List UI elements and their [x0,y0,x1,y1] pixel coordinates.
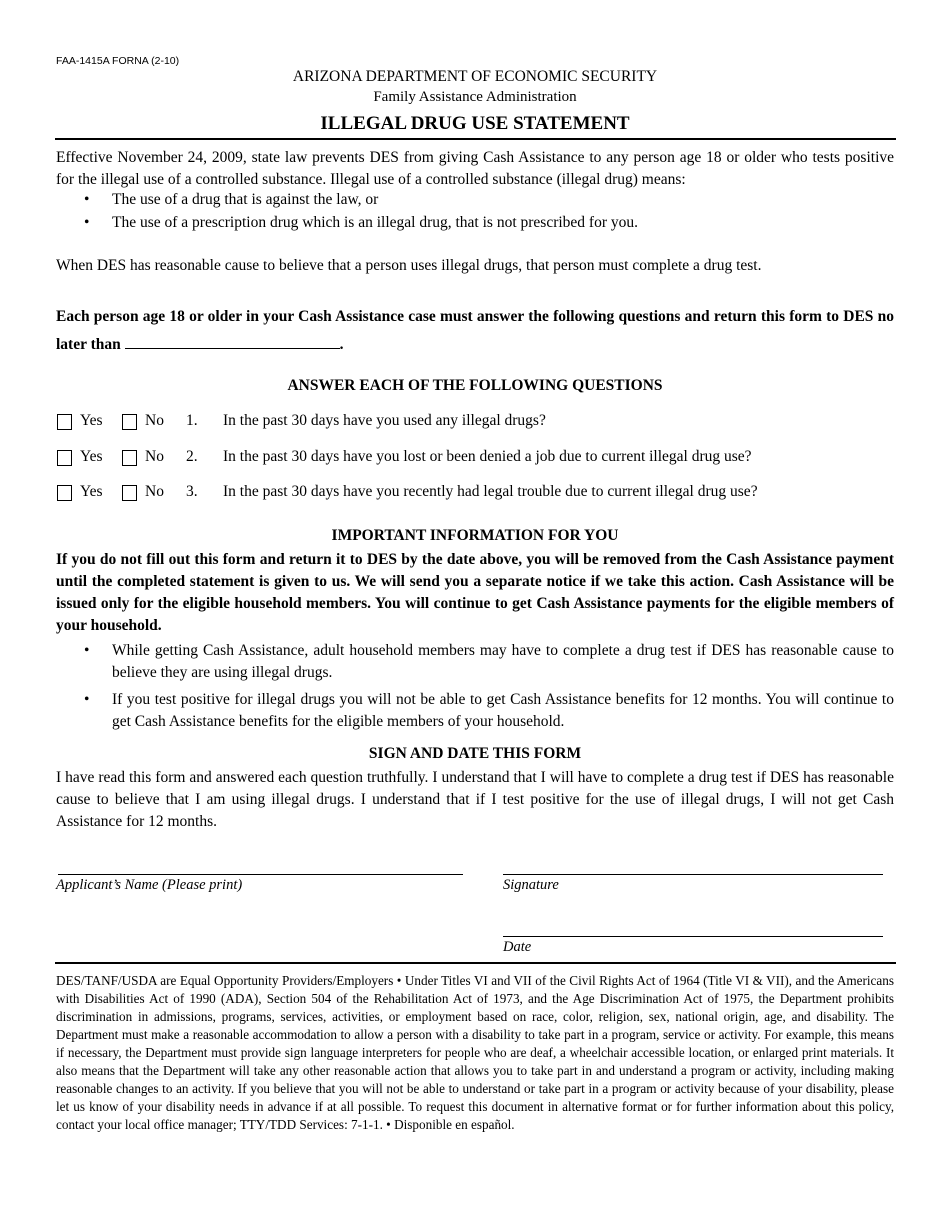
sign-paragraph: I have read this form and answered each question truthfully. I understand that I will have to complete a drug test if DES has reasonable cause to believe that I am using illegal drugs. I understand that if I test positive for the use of illegal drugs, I will not get Cash Assistance for 12 months. [56,769,894,830]
form-title: ILLEGAL DRUG USE STATEMENT [320,113,630,134]
date-label: Date [503,939,532,955]
agency-name: ARIZONA DEPARTMENT OF ECONOMIC SECURITY [292,68,658,85]
signature-label: Signature [503,877,559,893]
deadline-date-field[interactable] [125,334,340,349]
deadline-text: Each person age 18 or older in your Cash Assistance case must answer the following questions and return this form to DES no later than [56,308,894,353]
form-number: FAA-1415A FORNA (2-10) [56,55,180,67]
no-checkbox-1[interactable] [122,414,137,430]
important-paragraph: If you do not fill out this form and return it to DES by the date above, you will be removed from the Cash Assistance payment until the completed statement is given to us. We will send you a separate notice if we take this action. Cash Assistance will be issued only for the eligible household members. You will continue to get Cash Assistance payments for the eligible members of your household. [56,551,894,634]
yes-label: Yes [80,448,103,465]
important-heading: IMPORTANT INFORMATION FOR YOU [331,527,619,544]
deadline-end: . [339,336,344,353]
question-text: In the past 30 days have you lost or been denied a job due to current illegal drug use? [223,448,752,465]
yes-checkbox-2[interactable] [57,450,72,466]
drug-test-paragraph: When DES has reasonable cause to believe that a person uses illegal drugs, that person must complete a drug test. [56,257,762,274]
yes-checkbox-3[interactable] [57,485,72,501]
intro-paragraph: Effective November 24, 2009, state law prevents DES from giving Cash Assistance to any person age 18 or older who tests positive for the illegal use of a controlled substance. Illegal use of a controlled substance (illegal drug) means: [56,149,894,188]
question-text: In the past 30 days have you recently had legal trouble due to current illegal drug use? [223,483,758,500]
yes-checkbox-1[interactable] [57,414,72,430]
bullet-dot: • [84,214,90,231]
questions-heading: ANSWER EACH OF THE FOLLOWING QUESTIONS [287,377,663,394]
no-checkbox-3[interactable] [122,485,137,501]
intro-bullet-1: The use of a drug that is against the law, or [112,191,379,208]
deadline-statement [56,303,894,359]
no-label: No [145,448,164,465]
bullet-dot: • [84,191,90,208]
applicant-name-label: Applicant’s Name (Please print) [56,877,243,893]
important-bullet-1: While getting Cash Assistance, adult household members may have to complete a drug test if DES has reasonable cause to believe they are using illegal drugs. [112,642,894,681]
date-field[interactable] [503,936,883,937]
division-name: Family Assistance Administration [373,89,577,105]
signature-field[interactable] [503,874,883,875]
yes-label: Yes [80,483,103,500]
question-number: 2. [186,448,198,465]
question-number: 1. [186,412,198,429]
nondiscrimination-notice: DES/TANF/USDA are Equal Opportunity Providers/Employers • Under Titles VI and VII of the Civil Rights Act of 1964 (Title VI & VII), and the Americans with Disabilities Act of 1990 (ADA), Section 504 of the Rehabilitation Act of 1973, and the Age Discrimination Act of 1975, the Department prohibits discrimination in admissions, programs, services, activities, or employment based on race, color, religion, sex, national origin, age, and disability. The Department must make a reasonable accommodation to allow a person with a disability to take part in a program, service or activity. For example, this means if necessary, the Department must provide sign language interpreters for people who are deaf, a wheelchair accessible location, or enlarged print materials. It also means that the Department will take any other reasonable action that allows you to take part in and understand a program or activity, including making reasonable changes to an activity. If you believe that you will not be able to understand or take part in a program or activity because of your disability, please let us know of your disability needs in advance if at all possible. To request this document in alternative format or for further information about this policy, contact your local office manager; TTY/TDD Services: 7-1-1. • Disponible en español. [56,973,894,1132]
header-rule [55,138,896,140]
intro-bullet-2: The use of a prescription drug which is an illegal drug, that is not prescribed for you. [112,214,639,231]
yes-label: Yes [80,412,103,429]
question-number: 3. [186,483,198,500]
question-text: In the past 30 days have you used any illegal drugs? [223,412,546,429]
no-label: No [145,412,164,429]
applicant-name-field[interactable] [58,874,463,875]
bullet-dot: • [84,642,90,659]
important-bullet-2: If you test positive for illegal drugs you will not be able to get Cash Assistance benefits for 12 months. You will continue to get Cash Assistance benefits for the eligible members of your household. [112,691,894,730]
no-label: No [145,483,164,500]
no-checkbox-2[interactable] [122,450,137,466]
footer-rule [55,962,896,964]
bullet-dot: • [84,691,90,708]
sign-heading: SIGN AND DATE THIS FORM [368,745,582,762]
